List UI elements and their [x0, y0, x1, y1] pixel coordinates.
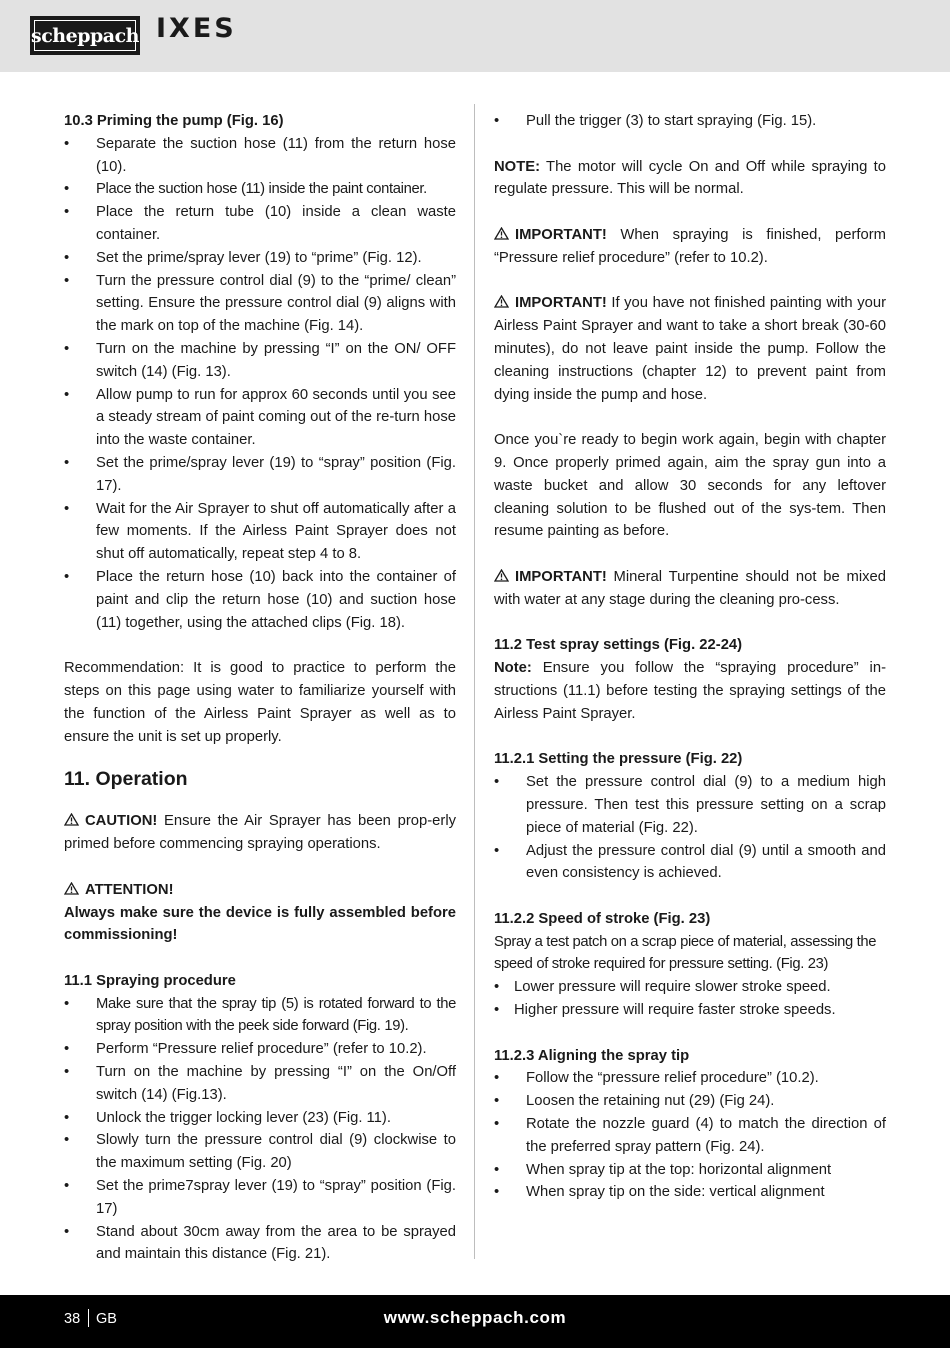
list-item: • Wait for the Air Sprayer to shut off automatically after a few moments. If the Airless Paint Sprayer does not shut off automatically, repeat step 4 to 8. — [64, 498, 456, 566]
spraying-steps-list — [64, 993, 456, 1267]
recommendation-paragraph: Recommendation: It is good to practice to perform the steps on this page using water to familiarize yourself with the function of the Airless Paint Sprayer as well as to ensure the unit is set up properly. — [64, 660, 456, 745]
list-item: • Make sure that the spray tip (5) is rotated forward to the spray position with the peek side forward (Fig. 19). — [64, 993, 456, 1039]
stroke-speed-list — [494, 976, 886, 1022]
list-item: • Follow the “pressure relief procedure” (10.2). — [494, 1067, 886, 1090]
important-paragraph-1 — [494, 224, 886, 270]
left-column — [64, 110, 456, 1266]
caution-text: Ensure the Air Sprayer has been prop-erly primed before commencing spraying operations. — [64, 813, 456, 853]
note-text: The motor will cycle On and Off while spraying to regulate pressure. This will be normal. — [494, 158, 886, 198]
section-heading-11-2-3: 11.2.3 Aligning the spray tip — [494, 1047, 690, 1064]
important-paragraph-2 — [494, 292, 886, 406]
list-item: • Separate the suction hose (11) from the return hose (10). — [64, 133, 456, 179]
important-label: IMPORTANT! — [515, 226, 607, 243]
list-item: • When spray tip on the side: vertical alignment — [494, 1181, 886, 1204]
list-item: • Set the pressure control dial (9) to a medium high pressure. Then test this pressure setting on a scrap piece of material (Fig. 22). — [494, 771, 886, 839]
ixes-logo: IXES — [156, 13, 237, 44]
list-item: • Perform “Pressure relief procedure” (refer to 10.2). — [64, 1038, 456, 1061]
page-header — [0, 0, 950, 72]
list-item: • Unlock the trigger locking lever (23) (Fig. 11). — [64, 1107, 456, 1130]
important-label: IMPORTANT! — [515, 295, 607, 312]
important-label: IMPORTANT! — [515, 568, 607, 585]
list-item: • Set the prime/spray lever (19) to “prime” (Fig. 12). — [64, 247, 456, 270]
important-paragraph-3 — [494, 566, 886, 612]
section-heading-11-2-2: 11.2.2 Speed of stroke (Fig. 23) — [494, 910, 711, 927]
attention-text: Always make sure the device is fully assembled before commissioning! — [64, 904, 456, 944]
list-item: • Slowly turn the pressure control dial (9) clockwise to the maximum setting (Fig. 20) — [64, 1129, 456, 1175]
note-text: Ensure you follow the “spraying procedure” in-structions (11.1) before testing the spraying settings of the Airless Paint Sprayer. — [494, 660, 886, 722]
important-text: Mineral Turpentine should not be mixed with water at any stage during the cleaning pro-cess. — [494, 568, 886, 608]
scheppach-logo — [30, 16, 140, 55]
list-item: • Rotate the nozzle guard (4) to match the direction of the preferred spray pattern (Fig. 24). — [494, 1113, 886, 1159]
priming-steps-list — [64, 133, 456, 635]
list-item: • Adjust the pressure control dial (9) until a smooth and even consistency is achieved. — [494, 840, 886, 886]
list-item: • When spray tip at the top: horizontal alignment — [494, 1159, 886, 1182]
once-ready-paragraph: Once you`re ready to begin work again, begin with chapter 9. Once properly primed again, aim the spray gun into a waste bucket and allow 30 seconds for any leftover cleaning solution to be flushed out of the sys-tem. Then resume painting as before. — [494, 432, 886, 540]
list-item: • Set the prime7spray lever (19) to “spray” position (Fig. 17) — [64, 1175, 456, 1221]
list-item: • Set the prime/spray lever (19) to “spray” position (Fig. 17). — [64, 452, 456, 498]
warning-icon — [494, 295, 509, 308]
warning-icon — [494, 569, 509, 582]
alignment-steps-list — [494, 1067, 886, 1204]
section-heading-10-3: 10.3 Priming the pump (Fig. 16) — [64, 113, 284, 129]
section-heading-11-2-1: 11.2.1 Setting the pressure (Fig. 22) — [494, 751, 743, 768]
attention-label: ATTENTION! — [85, 881, 174, 898]
page-number: 38 — [64, 1311, 81, 1327]
website-url: www.scheppach.com — [383, 1308, 567, 1327]
list-item: • Turn on the machine by pressing “I” on the On/Off switch (14) (Fig.13). — [64, 1061, 456, 1107]
list-item: • Place the return hose (10) back into the container of paint and clip the return hose (10) and suction hose (11) together, using the attached clips (Fig. 18). — [64, 566, 456, 634]
list-item: • Stand about 30cm away from the area to be sprayed and maintain this distance (Fig. 21). — [64, 1221, 456, 1267]
section-heading-11-2: 11.2 Test spray settings (Fig. 22-24) — [494, 637, 743, 654]
column-divider — [474, 104, 475, 1259]
note-label: NOTE: — [494, 158, 541, 175]
section-heading-11-1: 11.1 Spraying procedure — [64, 972, 236, 989]
note-paragraph — [494, 156, 886, 202]
right-column — [494, 110, 886, 1204]
list-item: • Allow pump to run for approx 60 seconds until you see a steady stream of paint coming out of the re-turn hose into the waste container. — [64, 384, 456, 452]
test-spray-note — [494, 657, 886, 725]
list-item: • Pull the trigger (3) to start spraying (Fig. 15). — [494, 110, 886, 133]
trigger-list — [494, 110, 886, 133]
section-heading-11: 11. Operation — [64, 768, 188, 791]
list-item: • Turn the pressure control dial (9) to the “prime/ clean” setting. Ensure the pressure control dial (9) aligns with the mark on top of the machine (Fig. 14). — [64, 270, 456, 338]
logo-text: scheppach — [34, 20, 136, 51]
warning-icon — [64, 882, 79, 895]
important-text: When spraying is finished, perform “Pressure relief procedure” (refer to 10.2). — [494, 226, 886, 266]
caution-label: CAUTION! — [85, 813, 158, 830]
list-item: • Loosen the retaining nut (29) (Fig 24). — [494, 1090, 886, 1113]
caution-paragraph — [64, 810, 456, 856]
important-text: If you have not finished painting with your Airless Paint Sprayer and want to take a short break (30-60 minutes), do not leave paint inside the pump. Follow the cleaning instructions (chapter 12) to prevent paint from dying inside the pump and hose. — [494, 295, 886, 403]
attention-label-line — [64, 879, 456, 902]
language-code: GB — [96, 1311, 117, 1327]
pressure-steps-list — [494, 771, 886, 885]
list-item: • Higher pressure will require faster stroke speeds. — [494, 999, 886, 1022]
list-item: • Turn on the machine by pressing “I” on the ON/ OFF switch (14) (Fig. 13). — [64, 338, 456, 384]
stroke-speed-text: Spray a test patch on a scrap piece of material, assessing the speed of stroke required for pressure setting. (Fig. 23) — [494, 933, 877, 973]
warning-icon — [494, 227, 509, 240]
warning-icon — [64, 813, 79, 826]
list-item: • Place the suction hose (11) inside the paint container. — [64, 178, 456, 201]
note-label: Note: — [494, 660, 532, 677]
page-footer — [0, 1295, 950, 1348]
list-item: • Place the return tube (10) inside a clean waste container. — [64, 201, 456, 247]
list-item: • Lower pressure will require slower stroke speed. — [494, 976, 886, 999]
